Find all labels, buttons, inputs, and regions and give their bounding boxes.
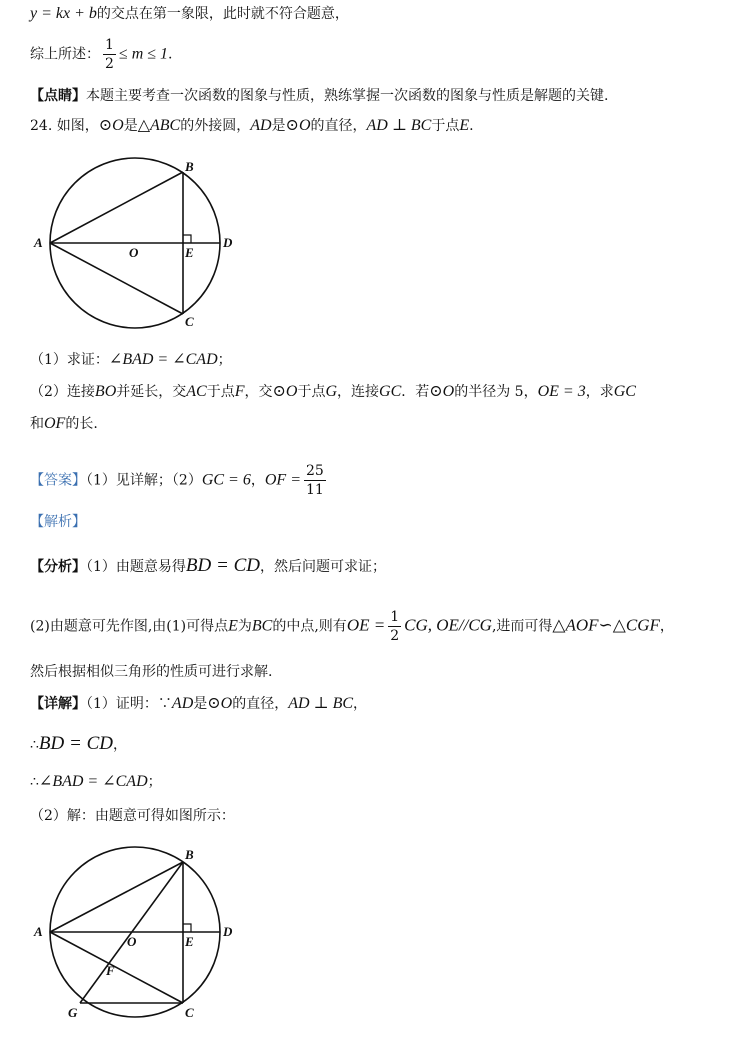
segment-ac — [50, 243, 183, 314]
text: 是 — [193, 696, 208, 712]
text: 的半径为 5， — [454, 384, 538, 400]
label-e: E — [185, 934, 194, 949]
math: AC — [186, 383, 207, 400]
text: （1）求证： — [30, 352, 109, 368]
numerator: 1 — [390, 609, 400, 625]
math-expression: y = kx + b — [30, 5, 97, 22]
text-line-fenxi — [30, 556, 386, 577]
text: ； — [147, 774, 162, 790]
text: ， — [353, 696, 368, 712]
label-d: D — [223, 924, 233, 939]
text-line-analysis-2 — [30, 608, 674, 645]
math: ⊙O — [272, 383, 298, 400]
text-line-2 — [30, 36, 173, 73]
text: 的长. — [65, 416, 98, 432]
text: 的直径， — [310, 118, 367, 134]
text: 是 — [271, 118, 286, 134]
analysis-heading — [30, 512, 86, 532]
problem-24-statement — [30, 116, 474, 136]
text-line-part-1 — [30, 350, 232, 370]
denominator: 2 — [105, 56, 114, 72]
text: 于点 — [297, 384, 326, 400]
math: AD ⊥ BC — [366, 117, 432, 134]
text: . — [469, 118, 474, 134]
numerator: 1 — [105, 37, 114, 53]
math-expression: ≤ m ≤ 1 — [118, 45, 169, 63]
text: ∴ — [30, 737, 39, 753]
math: ⊙O — [98, 117, 124, 134]
fraction — [388, 608, 401, 645]
math: △AOF∽△CGF — [552, 615, 660, 635]
math: ⊙O — [429, 383, 455, 400]
text: 的交点在第一象限，此时就不符合题意， — [96, 6, 349, 22]
figure-1-circle — [30, 155, 240, 335]
label-a: A — [34, 924, 43, 939]
text: ，交 — [244, 384, 273, 400]
math: AD — [250, 117, 272, 134]
label-b: B — [185, 159, 194, 174]
math: BD = CD — [38, 733, 113, 754]
text: （2）解：由题意可得如图所示： — [30, 808, 235, 824]
text: 的中点,则有 — [272, 618, 347, 635]
label-g: G — [68, 1005, 78, 1020]
answer-line — [30, 462, 329, 499]
text: 是 — [123, 118, 138, 134]
math: ∠BAD = ∠CAD — [38, 773, 148, 790]
math: OE = 3 — [537, 383, 586, 400]
tag-answer: 【答案】 — [30, 472, 86, 489]
text-line-1 — [30, 4, 349, 24]
text: ．若 — [401, 384, 430, 400]
text: 并延长，交 — [116, 384, 187, 400]
label-c: C — [185, 1005, 194, 1020]
segment-ac — [50, 932, 183, 1003]
math: BD = CD — [185, 555, 260, 576]
text: （1）证明：∵ — [86, 696, 172, 712]
fraction — [304, 462, 326, 499]
text-line-analysis-3 — [30, 662, 272, 682]
math: GC = 6 — [201, 471, 251, 489]
label-f: F — [106, 963, 115, 978]
tag-dianjing: 【点睛】 — [30, 88, 86, 104]
numerator: 25 — [305, 463, 324, 479]
text-line-part-2 — [30, 382, 636, 402]
text: (2)由题意可先作图,由(1)可得点 — [30, 618, 229, 635]
denominator: 2 — [390, 628, 400, 644]
math: CG, OE//CG — [404, 615, 492, 635]
text: ,进而可得 — [491, 618, 553, 635]
math: △ABC — [137, 117, 181, 134]
text: ， — [659, 618, 674, 635]
label-e: E — [185, 245, 194, 260]
math: ⊙O — [207, 695, 233, 712]
text: （2）连接 — [30, 384, 95, 400]
label-c: C — [185, 314, 194, 329]
label-b: B — [185, 847, 194, 862]
math: G — [325, 383, 338, 400]
label-o: O — [127, 934, 137, 949]
segment-ab — [50, 172, 183, 243]
math: OF = — [264, 471, 301, 489]
text: 本题主要考查一次函数的图象与性质，熟练掌握一次函数的图象与性质是解题的关键. — [86, 88, 609, 104]
text: 然后根据相似三角形的性质可进行求解. — [30, 664, 273, 680]
fraction — [103, 36, 116, 73]
text-line-part-2-cont — [30, 414, 98, 434]
math: E — [228, 617, 238, 635]
label-a: A — [34, 235, 43, 250]
tag-xiangjie: 【详解】 — [30, 696, 86, 712]
text: ； — [217, 352, 232, 368]
math: AD ⊥ BC — [288, 695, 354, 712]
math: GC — [613, 383, 636, 400]
math: E — [459, 117, 470, 134]
text-line-proof-1 — [30, 734, 127, 755]
text: 的直径， — [232, 696, 289, 712]
math: ⊙O — [285, 117, 311, 134]
math: BC — [251, 617, 273, 635]
math: F — [234, 383, 245, 400]
text: ∴ — [30, 774, 39, 790]
text: 于点 — [431, 118, 460, 134]
text: ， — [250, 472, 265, 489]
label-d: D — [223, 235, 233, 250]
label-o: O — [129, 245, 139, 260]
text: . — [168, 46, 173, 63]
right-angle-mark — [183, 235, 191, 243]
text-line-3 — [30, 86, 608, 106]
segment-ab — [50, 862, 183, 932]
figure-2-circle — [30, 840, 240, 1030]
text: 为 — [237, 618, 252, 635]
text: ，然后问题可求证； — [259, 559, 386, 575]
text: 综上所述： — [30, 46, 100, 63]
math: OF — [44, 415, 66, 432]
right-angle-mark — [183, 924, 191, 932]
math: ∠BAD = ∠CAD — [108, 351, 218, 368]
text: 24. 如图， — [30, 118, 99, 134]
tag-analysis: 【解析】 — [30, 514, 86, 530]
text: （1）见详解；（2） — [86, 472, 202, 489]
math: OE = — [346, 615, 386, 635]
text: ，求 — [585, 384, 614, 400]
text: 于点 — [206, 384, 235, 400]
text: ， — [112, 737, 127, 753]
math: AD — [171, 695, 194, 712]
text-line-xiangjie — [30, 694, 367, 714]
text: （1）由题意易得 — [86, 559, 186, 575]
text-line-proof-2 — [30, 772, 162, 792]
text: 的外接圆， — [180, 118, 251, 134]
text: 和 — [30, 416, 44, 432]
text: ，连接 — [337, 384, 380, 400]
math: BO — [94, 383, 117, 400]
denominator: 11 — [305, 482, 324, 498]
text-line-solution-2 — [30, 806, 235, 826]
math: GC — [379, 383, 402, 400]
tag-fenxi: 【分析】 — [30, 559, 86, 575]
